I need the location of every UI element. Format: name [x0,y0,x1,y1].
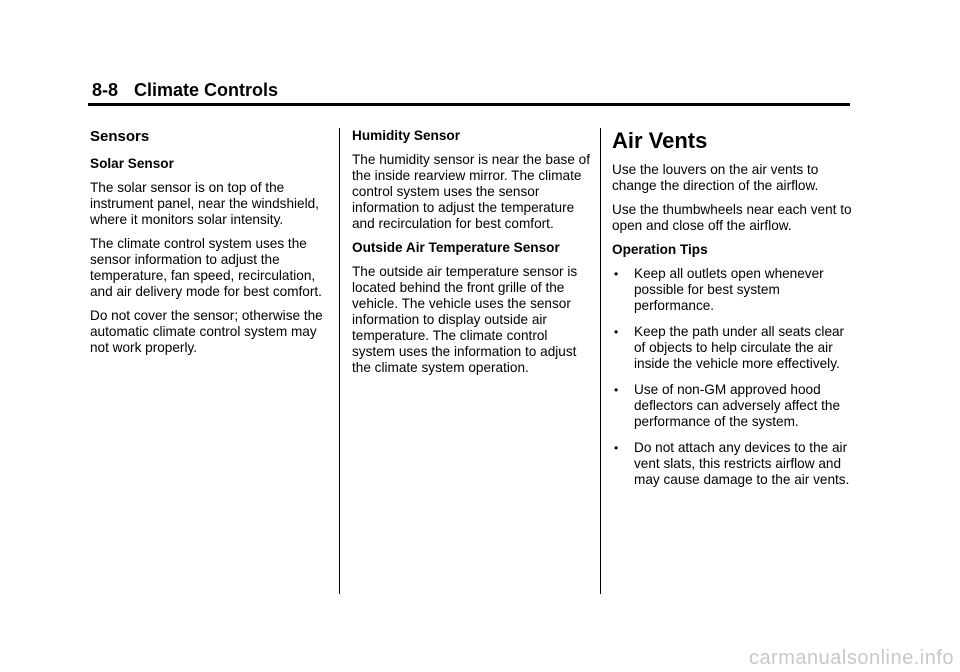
list-item [612,382,857,430]
tip-text: Use of non-GM approved hood deflectors can adversely affect the performance of the system. [634,382,841,429]
humidity-sensor-heading: Humidity Sensor [352,128,461,143]
list-item [612,324,857,372]
tip-text: Keep the path under all seats clear of objects to help circulate the air inside the vehicle more effectively. [634,324,845,371]
air-vents-heading: Air Vents [612,128,708,153]
column-divider-2 [600,128,601,594]
air-vents-paragraph: Use the thumbwheels near each vent to open and close off the airflow. [612,202,852,233]
outside-air-sensor-paragraph: The outside air temperature sensor is located behind the front grille of the vehicle. The vehicle uses the sensor information to display outside air temperature. The climate control system uses the information to adjust the climate system operation. [352,264,578,375]
tip-text: Keep all outlets open whenever possible for best system performance. [634,266,824,313]
section-title: Climate Controls [134,80,279,100]
solar-sensor-paragraph: Do not cover the sensor; otherwise the automatic climate control system may not work properly. [90,308,323,355]
section-number: 8-8 [92,80,119,100]
operation-tips-list [612,266,857,488]
column-sensors [90,128,332,364]
bullet-icon: • [614,267,619,281]
column-humidity [352,128,592,384]
sensors-heading: Sensors [90,128,150,145]
tip-text: Do not attach any devices to the air vent slats, this restricts airflow and may cause damage to the air vents. [634,440,850,487]
column-divider-1 [339,128,340,594]
bullet-icon: • [614,441,619,455]
page-header [92,80,278,101]
watermark: carmanualsonline.info [748,647,954,669]
air-vents-paragraph: Use the louvers on the air vents to change the direction of the airflow. [612,162,819,193]
header-rule [88,103,850,106]
humidity-sensor-paragraph: The humidity sensor is near the base of the inside rearview mirror. The climate control system uses the sensor information to adjust the temperature and recirculation for best comfort. [352,152,591,231]
outside-air-sensor-heading: Outside Air Temperature Sensor [352,240,560,255]
list-item [612,440,857,488]
operation-tips-heading: Operation Tips [612,242,708,257]
list-item [612,266,857,314]
column-air-vents [612,128,857,498]
solar-sensor-paragraph: The climate control system uses the sensor information to adjust the temperature, fan speed, recirculation, and air delivery mode for best comfort. [90,236,322,299]
solar-sensor-heading: Solar Sensor [90,156,174,171]
solar-sensor-paragraph: The solar sensor is on top of the instrument panel, near the windshield, where it monitors solar intensity. [90,180,319,227]
bullet-icon: • [614,383,619,397]
bullet-icon: • [614,325,619,339]
